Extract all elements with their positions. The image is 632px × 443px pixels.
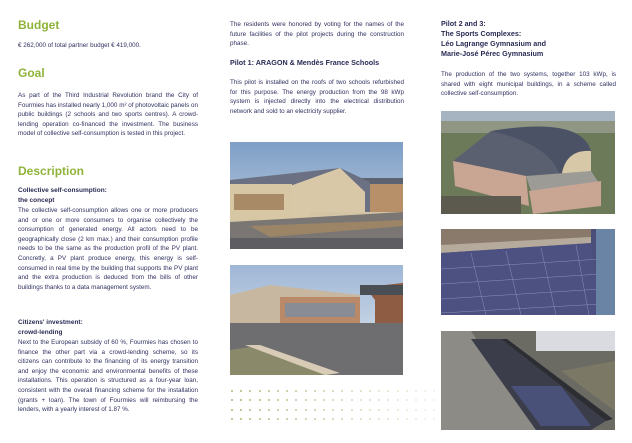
pilot23-heading-line2: The Sports Complexes: — [441, 29, 522, 38]
grid-dot — [387, 399, 389, 401]
grid-dot — [387, 409, 389, 411]
grid-dot — [323, 418, 325, 420]
grid-dot — [305, 390, 307, 392]
grid-dot — [397, 409, 399, 411]
grid-dot — [433, 409, 435, 411]
grid-dot — [314, 399, 316, 401]
grid-dot — [286, 399, 288, 401]
grid-dot — [249, 390, 251, 392]
grid-dot — [424, 399, 426, 401]
grid-dot — [231, 418, 233, 420]
grid-dot — [369, 399, 371, 401]
grid-dot — [259, 390, 261, 392]
citizens-title-2: crowd-lending — [18, 329, 63, 336]
grid-dot — [387, 390, 389, 392]
grid-dot — [433, 390, 435, 392]
grid-dot — [424, 409, 426, 411]
grid-dot — [231, 409, 233, 411]
grid-dot — [305, 418, 307, 420]
grid-dot — [277, 399, 279, 401]
grid-dot — [332, 409, 334, 411]
grid-dot — [341, 418, 343, 420]
grid-dot — [406, 399, 408, 401]
grid-dot — [295, 418, 297, 420]
goal-heading: Goal — [18, 66, 45, 80]
pilot23-text: The production of the two systems, together 103 kWp, is shared with eight municipal buildings, in a scheme called collective self-consumption. — [441, 71, 616, 98]
grid-dot — [397, 390, 399, 392]
grid-dot — [378, 418, 380, 420]
grid-dot — [415, 390, 417, 392]
grid-dot — [323, 399, 325, 401]
rooftop-panels-photo — [441, 331, 615, 430]
grid-dot — [240, 418, 242, 420]
grid-dot — [351, 409, 353, 411]
grid-dot — [268, 390, 270, 392]
grid-dot — [351, 390, 353, 392]
grid-dot — [305, 409, 307, 411]
description-heading: Description — [18, 164, 85, 178]
grid-dot — [295, 399, 297, 401]
grid-dot — [433, 399, 435, 401]
grid-dot — [341, 390, 343, 392]
pilot23-heading-line4: Marie-José Pérec Gymnasium — [441, 49, 544, 58]
grid-dot — [259, 409, 261, 411]
grid-dot — [314, 390, 316, 392]
grid-dot — [341, 399, 343, 401]
grid-dot — [415, 409, 417, 411]
citizens-title-1: Citizens' investment: — [18, 319, 83, 326]
grid-dot — [259, 418, 261, 420]
grid-dot — [433, 418, 435, 420]
school-courtyard-photo — [230, 265, 403, 375]
grid-dot — [295, 390, 297, 392]
grid-dot — [249, 418, 251, 420]
school-building-photo — [230, 142, 403, 249]
grid-dot — [249, 399, 251, 401]
citizens-text: Next to the European subsidy of 60 %, Fourmies has chosen to finance the other part via a crowd-lending scheme, so its citizens can contribute to the financing of its energy transition and enjoy the economic and environmental benefits of these installations. This operation is structured as a four-year loan, consistent with the overall financing scheme for the installation (grants + loan). The town of Fourmies will reimbursing the lenders, with a yearly interest of 1.87 %. — [18, 339, 198, 414]
pilot1-heading: Pilot 1: ARAGON & Mendès France Schools — [230, 58, 380, 67]
grid-dot — [369, 409, 371, 411]
grid-dot — [415, 399, 417, 401]
intro-text: The residents were honored by voting for the names of the future facilities of the pilot projects during the construction phase. — [230, 21, 404, 48]
grid-dot — [360, 390, 362, 392]
grid-dot — [397, 418, 399, 420]
budget-text: € 262,000 of total partner budget € 419,000. — [18, 42, 141, 49]
concept-title-2: the concept — [18, 197, 55, 204]
grid-dot — [378, 409, 380, 411]
grid-dot — [323, 409, 325, 411]
grid-dot — [378, 399, 380, 401]
grid-dot — [240, 390, 242, 392]
grid-dot — [369, 418, 371, 420]
grid-dot — [351, 418, 353, 420]
grid-dot — [314, 418, 316, 420]
grid-dot — [360, 409, 362, 411]
grid-dot — [360, 399, 362, 401]
grid-dot — [387, 418, 389, 420]
grid-dot — [341, 409, 343, 411]
grid-dot — [369, 390, 371, 392]
gymnasium-aerial-photo — [441, 111, 615, 214]
concept-title-1: Collective self-consumption: — [18, 187, 107, 194]
grid-dot — [277, 390, 279, 392]
grid-dot — [323, 390, 325, 392]
goal-text: As part of the Third Industrial Revolution brand the City of Fourmies has installed nearly 1,000 m² of photovoltaic panels on public buildings (2 schools and two sports centres). A crowd-lending operation co-financed the investment. The business model of collective self-consumption is tested in this project. — [18, 92, 198, 138]
grid-dot — [249, 409, 251, 411]
grid-dot — [332, 390, 334, 392]
grid-dot — [295, 409, 297, 411]
solar-roof-panels-photo — [441, 229, 615, 315]
grid-dot — [378, 390, 380, 392]
grid-dot — [268, 409, 270, 411]
grid-dot — [424, 390, 426, 392]
budget-heading: Budget — [18, 18, 60, 32]
grid-dot — [277, 418, 279, 420]
concept-text: The collective self-consumption allows one or more producers and or one or more consumers to organise collectively the consumption of generated energy. All actors need to be geographically close (2 km max.) and their consumption profile needs to be the same as the production profil of the PV plant. Concretly, a PV plant produce energy, this energy is self-consumed in real time by the building that supports the PV plant and the extra production is deduced from the bills of other buildings thanks to a data management system. — [18, 207, 198, 291]
grid-dot — [314, 409, 316, 411]
grid-dot — [268, 418, 270, 420]
grid-dot — [240, 399, 242, 401]
grid-dot — [268, 399, 270, 401]
grid-dot — [286, 390, 288, 392]
grid-dot — [231, 399, 233, 401]
grid-dot — [406, 409, 408, 411]
grid-dot — [406, 418, 408, 420]
grid-dot — [286, 409, 288, 411]
grid-dot — [397, 399, 399, 401]
grid-dot — [305, 399, 307, 401]
grid-dot — [259, 399, 261, 401]
grid-dot — [240, 409, 242, 411]
grid-dot — [415, 418, 417, 420]
pilot23-heading-line3: Léo Lagrange Gymnasium and — [441, 39, 547, 48]
pilot1-text: This pilot is installed on the roofs of two schools refurbished for this purpose. The energy production from the 98 kWp system is injected directly into the electrical distribution network and sold to an electricity supplier. — [230, 79, 404, 115]
grid-dot — [351, 399, 353, 401]
grid-dot — [277, 409, 279, 411]
grid-dot — [286, 418, 288, 420]
pilot23-heading-line1: Pilot 2 and 3: — [441, 19, 486, 28]
grid-dot — [332, 418, 334, 420]
grid-dot — [424, 418, 426, 420]
grid-dot — [406, 390, 408, 392]
grid-dot — [332, 399, 334, 401]
grid-dot — [231, 390, 233, 392]
grid-dot — [360, 418, 362, 420]
decorative-dot-grid — [231, 388, 443, 422]
